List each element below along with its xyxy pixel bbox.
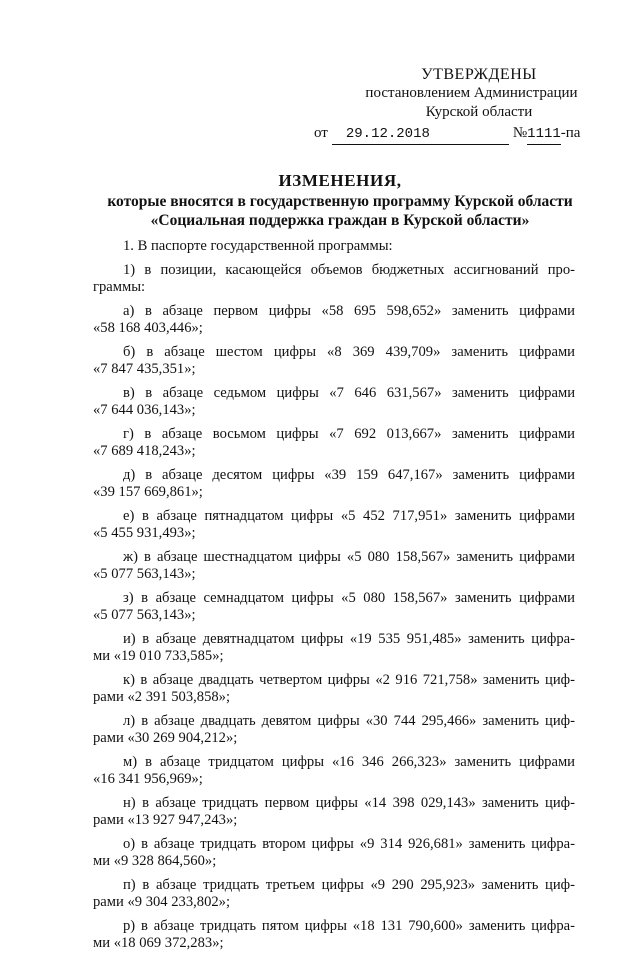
document-heading	[80, 171, 600, 230]
paragraph-line-1: в) в абзаце седьмом цифры «7 646 631,567» заменить цифрами	[123, 384, 575, 401]
approval-block	[314, 65, 584, 145]
paragraph	[93, 426, 575, 461]
paragraph-line-1: и) в абзаце девятнадцатом цифры «19 535 951,485» заменить цифра-	[123, 630, 575, 647]
paragraph-line-2: «39 157 669,861»;	[93, 484, 203, 500]
paragraph-line-2: ми «19 010 733,585»;	[93, 648, 224, 664]
heading-line-2: «Социальная поддержка граждан в Курской области»	[150, 212, 530, 229]
paragraph-line-1: к) в абзаце двадцать четвертом цифры «2 916 721,758» заменить циф-	[123, 671, 575, 688]
paragraph-line-1: о) в абзаце тридцать втором цифры «9 314 926,681» заменить цифра-	[123, 835, 575, 852]
document-body	[93, 238, 575, 959]
approval-line-1: постановлением Администрации	[365, 85, 578, 101]
paragraph-line-2: «58 168 403,446»;	[93, 320, 203, 336]
paragraph-line-1: м) в абзаце тридцатом цифры «16 346 266,323» заменить цифрами	[123, 753, 575, 770]
paragraph-line-2: «5 077 563,143»;	[93, 607, 196, 623]
approval-date-line	[314, 124, 584, 145]
paragraph	[93, 508, 575, 543]
paragraph-line-1: п) в абзаце тридцать третьем цифры «9 290 295,923» заменить циф-	[123, 876, 575, 893]
paragraph-line-2: ми «9 328 864,560»;	[93, 853, 217, 869]
paragraph	[93, 344, 575, 379]
paragraph-line-1: ж) в абзаце шестнадцатом цифры «5 080 158,567» заменить цифрами	[123, 548, 575, 565]
paragraph-line-2: «7 847 435,351»;	[93, 361, 196, 377]
paragraph-line-2: ми «18 069 372,283»;	[93, 935, 224, 951]
paragraph	[93, 303, 575, 338]
paragraph	[93, 262, 575, 297]
paragraph-line-1: а) в абзаце первом цифры «58 695 598,652» заменить цифрами	[123, 302, 575, 319]
paragraph-line-1: 1) в позиции, касающейся объемов бюджетных ассигнований про-	[123, 261, 575, 278]
paragraph	[93, 713, 575, 748]
paragraph-line-2: «7 689 418,243»;	[93, 443, 196, 459]
paragraph-line-1: г) в абзаце восьмом цифры «7 692 013,667» заменить цифрами	[123, 425, 575, 442]
paragraph	[93, 631, 575, 666]
paragraph-line-1: з) в абзаце семнадцатом цифры «5 080 158,567» заменить цифрами	[123, 589, 575, 606]
heading-line-1: которые вносятся в государственную программу Курской области	[107, 193, 573, 210]
paragraph-line-2: рами «2 391 503,858»;	[93, 689, 231, 705]
heading-title: ИЗМЕНЕНИЯ,	[278, 171, 402, 190]
paragraph-line-1: 1. В паспорте государственной программы:	[123, 238, 393, 254]
paragraph	[93, 549, 575, 584]
paragraph	[93, 877, 575, 912]
paragraph-line-2: «5 077 563,143»;	[93, 566, 196, 582]
paragraph	[93, 238, 575, 255]
paragraph	[93, 754, 575, 789]
approval-number: 1111	[527, 125, 561, 145]
paragraph	[93, 590, 575, 625]
from-label: от	[314, 125, 328, 141]
paragraph	[93, 836, 575, 871]
paragraph	[93, 918, 575, 953]
paragraph-line-1: н) в абзаце тридцать первом цифры «14 398 029,143» заменить циф-	[123, 794, 575, 811]
paragraph-line-2: рами «13 927 947,243»;	[93, 812, 238, 828]
paragraph	[93, 467, 575, 502]
paragraph-line-2: «16 341 956,969»;	[93, 771, 203, 787]
paragraph-line-2: рами «30 269 904,212»;	[93, 730, 238, 746]
paragraph-line-2: граммы:	[93, 279, 146, 295]
number-suffix: -па	[560, 125, 581, 141]
paragraph	[93, 672, 575, 707]
approval-date: 29.12.2018	[332, 125, 509, 145]
paragraph	[93, 795, 575, 830]
paragraph-line-1: л) в абзаце двадцать девятом цифры «30 744 295,466» заменить циф-	[123, 712, 575, 729]
paragraph-line-2: «5 455 931,493»;	[93, 525, 196, 541]
paragraph-line-1: р) в абзаце тридцать пятом цифры «18 131 790,600» заменить цифра-	[123, 917, 575, 934]
number-label: №	[512, 125, 528, 141]
paragraph-line-2: «7 644 036,143»;	[93, 402, 196, 418]
paragraph-line-2: рами «9 304 233,802»;	[93, 894, 231, 910]
paragraph-line-1: б) в абзаце шестом цифры «8 369 439,709» заменить цифрами	[123, 343, 575, 360]
approval-title: УТВЕРЖДЕНЫ	[421, 66, 537, 83]
approval-line-2: Курской области	[425, 104, 533, 120]
paragraph-line-1: е) в абзаце пятнадцатом цифры «5 452 717,951» заменить цифрами	[123, 507, 575, 524]
paragraph-line-1: д) в абзаце десятом цифры «39 159 647,167» заменить цифрами	[123, 466, 575, 483]
paragraph	[93, 385, 575, 420]
